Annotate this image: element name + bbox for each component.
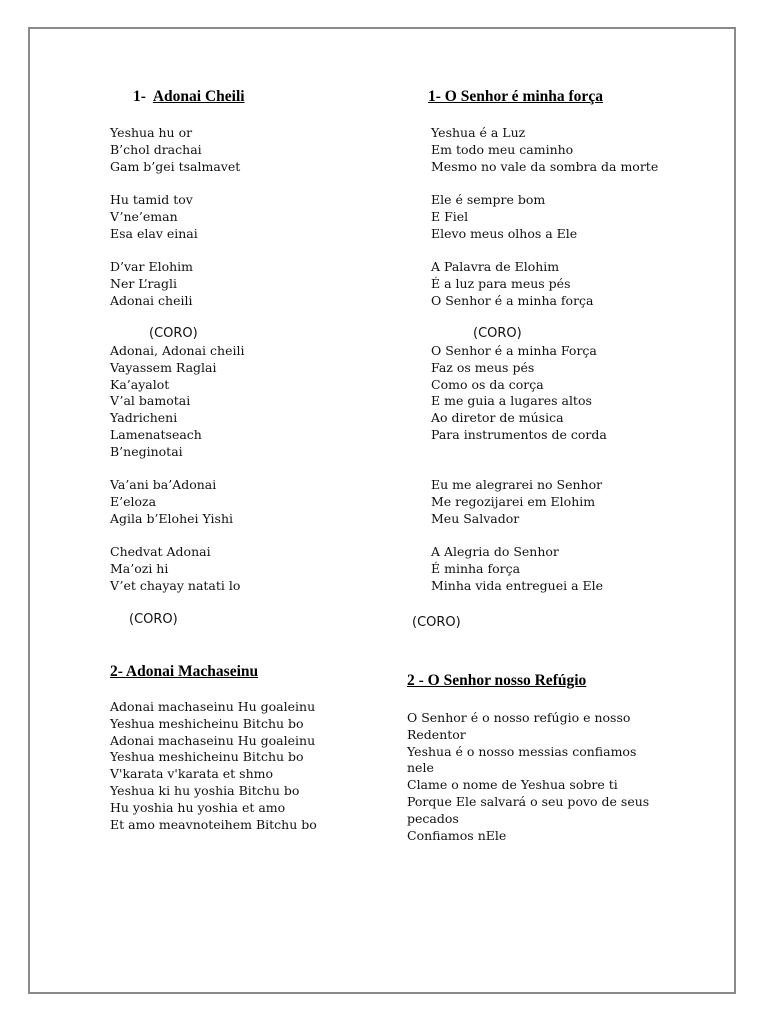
lyric-line: O Senhor é o nosso refúgio e nosso Redentor bbox=[407, 710, 631, 742]
right-song1-verse-4 bbox=[431, 477, 602, 527]
right-song2-title: 2 - O Senhor nosso Refúgio bbox=[407, 672, 587, 689]
right-coro-end: (CORO) bbox=[412, 615, 461, 630]
left-coro-end: (CORO) bbox=[129, 612, 178, 627]
lyric-line: Yeshua meshicheinu Bitchu bo bbox=[110, 715, 304, 731]
left-coro-label: (CORO) bbox=[149, 326, 198, 341]
left-song1-verse-3 bbox=[110, 259, 193, 309]
lyric-line: Yeshua é a Luz bbox=[431, 125, 526, 140]
lyric-line: É a luz para meus pés bbox=[431, 275, 571, 291]
lyric-line: Va’ani ba’Adonai bbox=[110, 477, 217, 492]
lyric-line: Yadricheni bbox=[110, 410, 178, 426]
lyric-line: O Senhor é a minha força bbox=[431, 292, 594, 308]
lyric-line: Adonai cheili bbox=[110, 292, 193, 308]
lyric-line: Ele é sempre bom bbox=[431, 192, 546, 207]
right-song2-lyrics bbox=[407, 710, 657, 844]
lyric-line: Lamenatseach bbox=[110, 426, 202, 442]
lyric-line: Chedvat Adonai bbox=[110, 544, 211, 559]
lyric-line: Yeshua ki hu yoshia Bitchu bo bbox=[110, 782, 300, 798]
left-song2-lyrics bbox=[110, 699, 317, 833]
lyric-line: E Fiel bbox=[431, 208, 469, 224]
right-song1-verse-5 bbox=[431, 544, 603, 594]
lyric-line: V'karata v'karata et shmo bbox=[110, 766, 274, 782]
lyric-line: Adonai machaseinu Hu goaleinu bbox=[110, 732, 316, 748]
lyric-line: E me guia a lugares altos bbox=[431, 393, 592, 409]
left-song1-heading bbox=[133, 88, 245, 106]
lyric-line: Hu yoshia hu yoshia et amo bbox=[110, 799, 286, 815]
lyric-line: V’et chayay natati lo bbox=[110, 577, 241, 593]
lyric-line: Adonai machaseinu Hu goaleinu bbox=[110, 699, 316, 714]
left-song1-verse-5 bbox=[110, 544, 240, 594]
lyric-line: A Alegria do Senhor bbox=[431, 544, 559, 559]
lyric-line: E’eloza bbox=[110, 493, 157, 509]
lyric-line: Eu me alegrarei no Senhor bbox=[431, 477, 603, 492]
lyric-line: D’var Elohim bbox=[110, 259, 194, 274]
lyric-line: Confiamos nEle bbox=[407, 827, 507, 843]
lyric-line: Porque Ele salvará o seu povo de seus pecados bbox=[407, 793, 650, 826]
lyric-line: Yeshua é o nosso messias confiamos nele bbox=[407, 743, 637, 776]
lyric-line: Yeshua meshicheinu Bitchu bo bbox=[110, 749, 304, 765]
lyric-line: Faz os meus pés bbox=[431, 359, 535, 375]
lyric-line: Clame o nome de Yeshua sobre ti bbox=[407, 777, 618, 793]
left-song1-chorus bbox=[110, 343, 244, 461]
lyric-line: Et amo meavnoteihem Bitchu bo bbox=[110, 816, 317, 832]
left-song2-title: 2- Adonai Machaseinu bbox=[110, 663, 259, 680]
lyric-line: Para instrumentos de corda bbox=[431, 426, 607, 442]
lyric-line: Meu Salvador bbox=[431, 510, 520, 526]
lyric-line: Ka’ayalot bbox=[110, 376, 170, 392]
lyric-line: Ner L’ragli bbox=[110, 275, 177, 291]
lyric-line: Como os da corça bbox=[431, 376, 544, 392]
lyric-line: B’chol drachai bbox=[110, 141, 202, 157]
lyric-line: Hu tamid tov bbox=[110, 192, 193, 207]
lyric-line: V’al bamotai bbox=[110, 393, 191, 409]
lyric-line: Gam b’gei tsalmavet bbox=[110, 158, 241, 174]
lyric-line: Me regozijarei em Elohim bbox=[431, 493, 596, 509]
lyric-line: Adonai, Adonai cheili bbox=[110, 343, 245, 358]
lyric-line: A Palavra de Elohim bbox=[431, 259, 560, 274]
left-song1-verse-1 bbox=[110, 125, 240, 175]
left-song1-verse-4 bbox=[110, 477, 233, 527]
right-song1-verse-1 bbox=[431, 125, 658, 175]
lyric-line: Vayassem Raglai bbox=[110, 359, 217, 375]
lyric-line: Esa elav einai bbox=[110, 225, 198, 241]
lyric-line: É minha força bbox=[431, 560, 521, 576]
lyric-line: B’neginotai bbox=[110, 443, 183, 459]
lyric-line: Agila b’Elohei Yishi bbox=[110, 510, 233, 526]
lyric-line: Mesmo no vale da sombra da morte bbox=[431, 158, 659, 174]
lyric-line: Elevo meus olhos a Ele bbox=[431, 225, 578, 241]
lyric-line: Em todo meu caminho bbox=[431, 141, 574, 157]
lyric-line: Yeshua hu or bbox=[110, 125, 193, 140]
left-song1-number: 1- bbox=[133, 88, 146, 105]
lyric-line: O Senhor é a minha Força bbox=[431, 343, 597, 358]
lyric-line: Ma’ozi hi bbox=[110, 560, 169, 576]
left-song1-title: Adonai Cheili bbox=[152, 88, 245, 105]
right-song1-chorus bbox=[431, 343, 607, 444]
right-coro-label: (CORO) bbox=[473, 326, 522, 341]
left-song1-verse-2 bbox=[110, 192, 198, 242]
lyric-line: Minha vida entreguei a Ele bbox=[431, 577, 604, 593]
right-song1-verse-3 bbox=[431, 259, 594, 309]
right-song1-verse-2 bbox=[431, 192, 577, 242]
lyric-line: V’ne’eman bbox=[110, 208, 178, 224]
lyric-line: Ao diretor de música bbox=[431, 410, 564, 426]
right-song1-title: 1- O Senhor é minha força bbox=[428, 88, 603, 105]
